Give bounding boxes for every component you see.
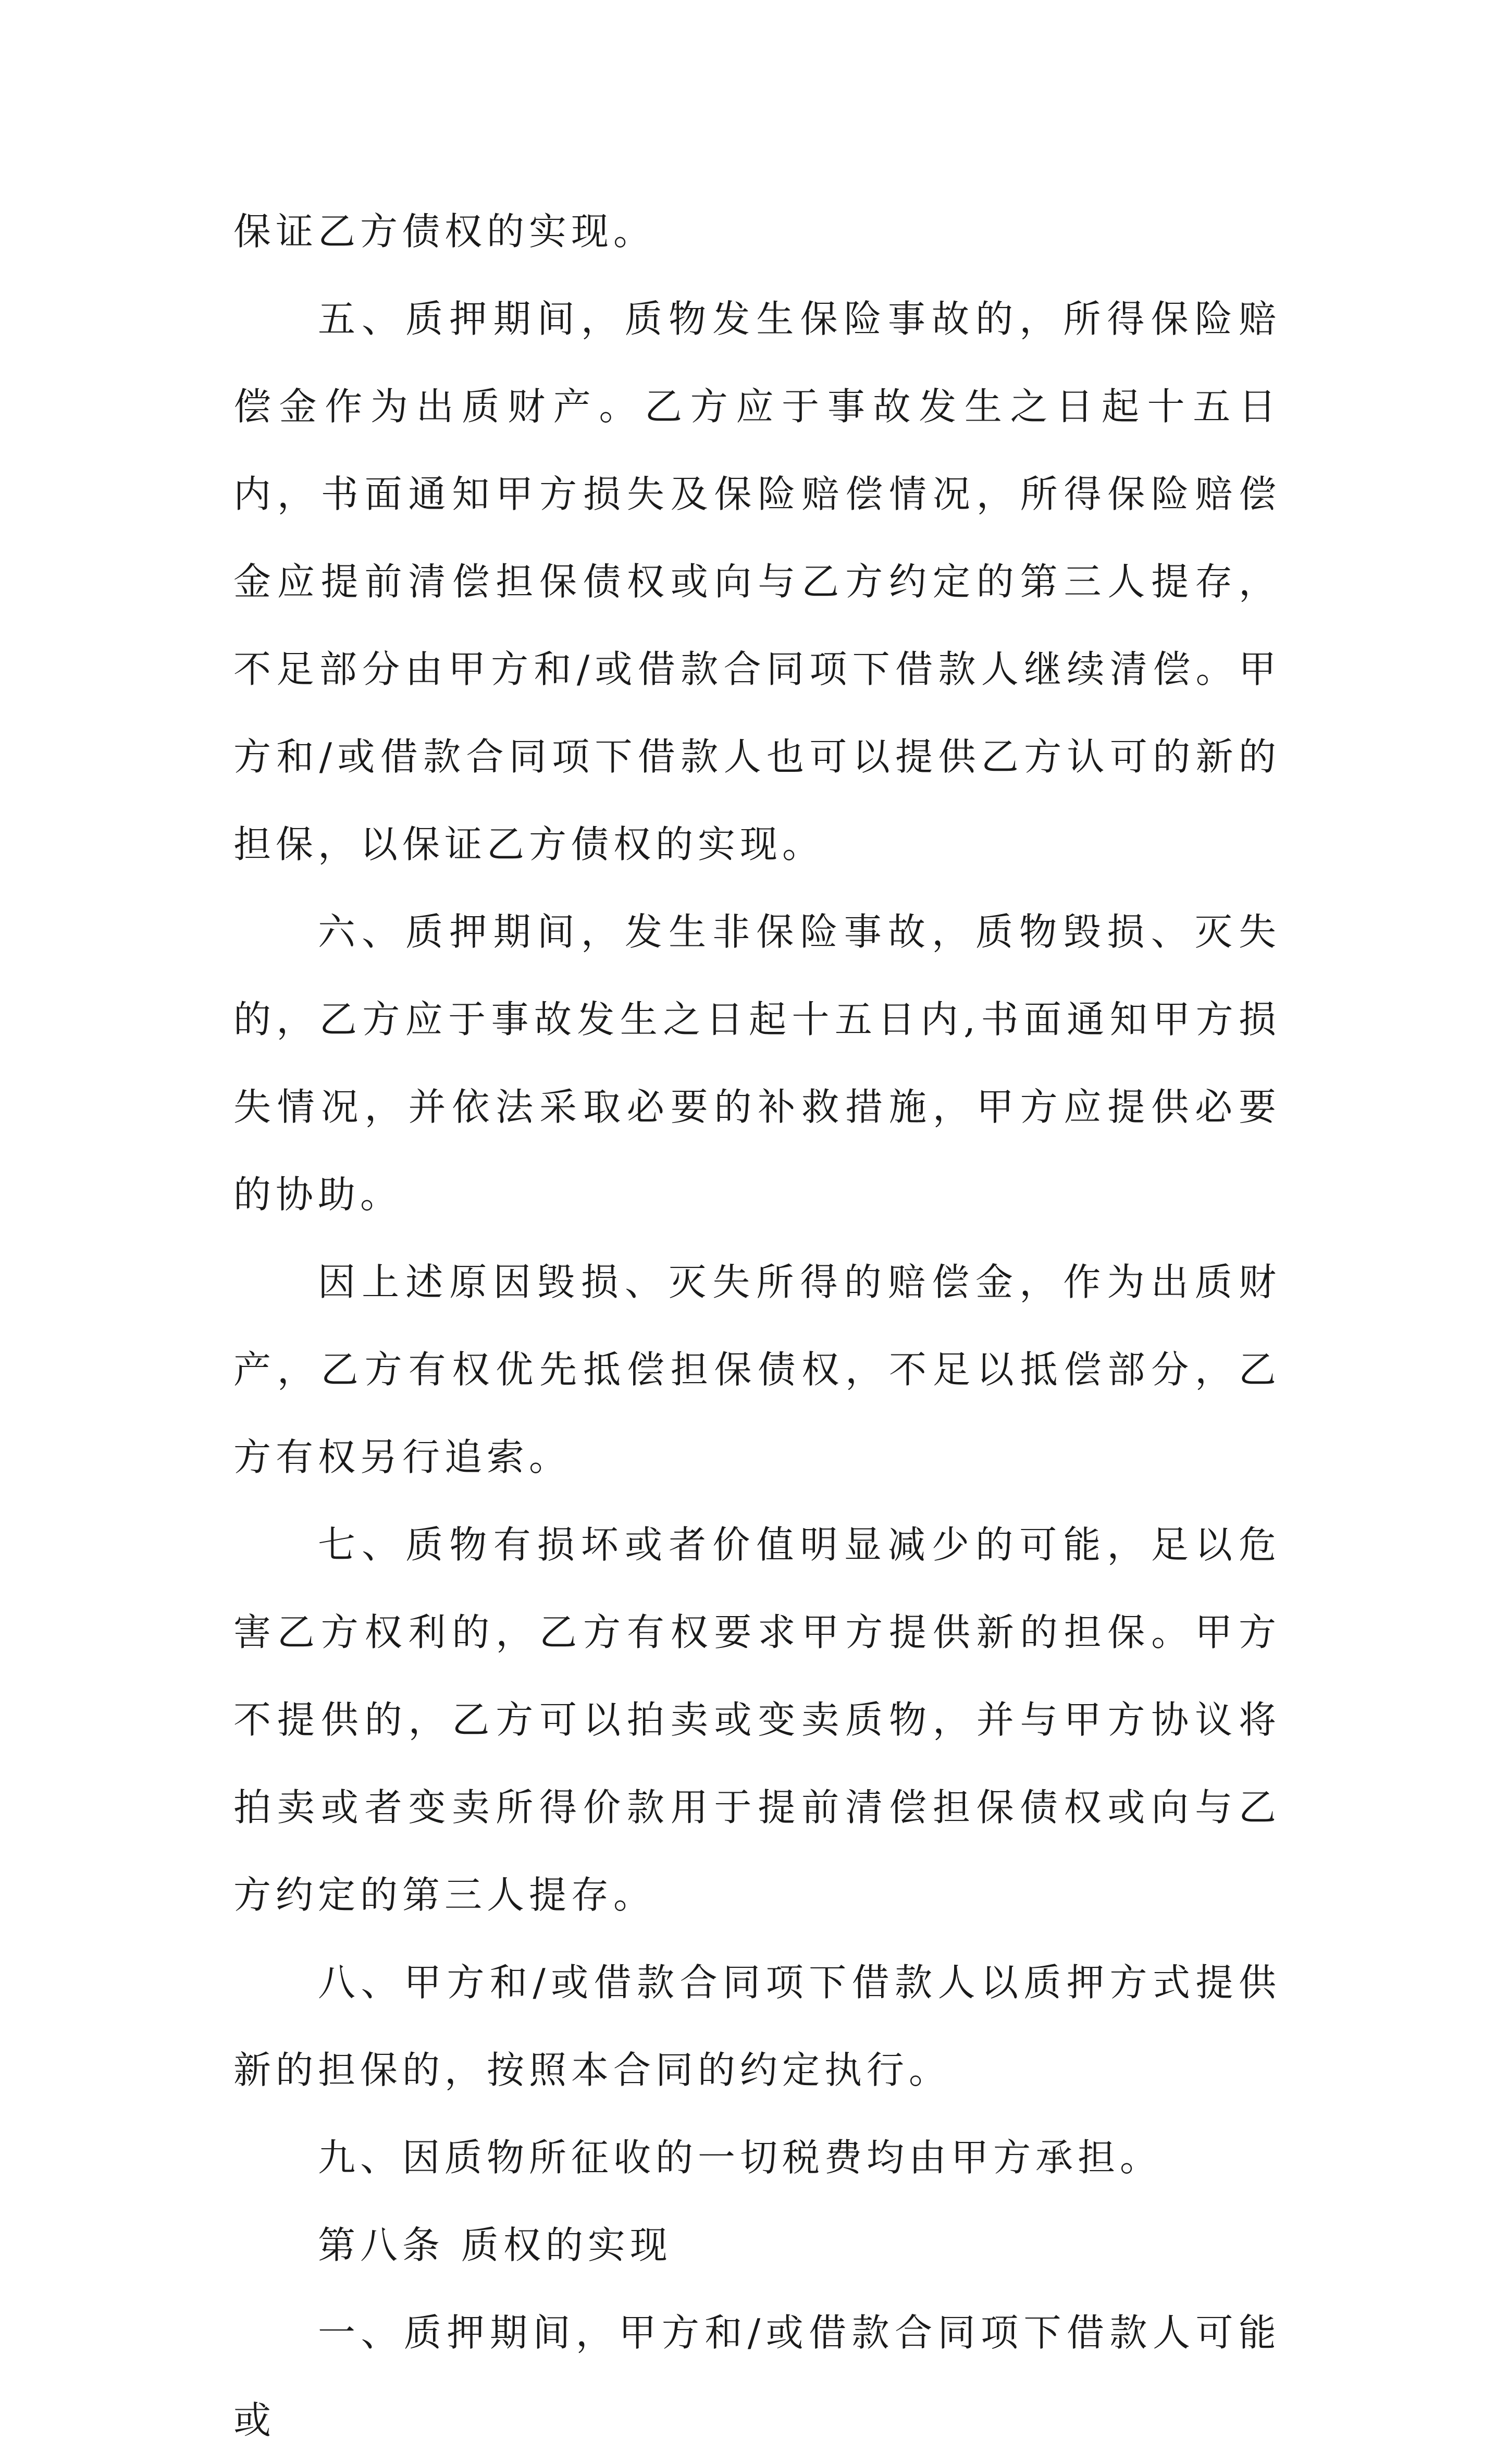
- article-heading: 第八条 质权的实现: [318, 2223, 672, 2267]
- paragraph-clause-6: 六、质押期间，发生非保险事故，质物毁损、灭失的，乙方应于事故发生之日起十五日内,书面通知甲方损失情况，并依法采取必要的补救措施，甲方应提供必要的协助。: [233, 910, 1281, 1216]
- paragraph-clause-9: 九、因质物所征收的一切税费均由甲方承担。: [318, 2136, 1163, 2179]
- paragraph-clause-5: 五、质押期间，质物发生保险事故的，所得保险赔偿金作为出质财产。乙方应于事故发生之日起十五日内，书面通知甲方损失及保险赔偿情况，所得保险赔偿金应提前清偿担保债权或向与乙方约定的第三人提存，不足部分由甲方和/或借款合同项下借款人继续清偿。甲方和/或借款合同项下借款人也可以提供乙方认可的新的担保，以保证乙方债权的实现。: [233, 297, 1281, 866]
- paragraph-article-8-clause-1: 一、质押期间，甲方和/或借款合同项下借款人可能或: [233, 2311, 1281, 2442]
- paragraph-clause-6-compensation: 因上述原因毁损、灭失所得的赔偿金，作为出质财产，乙方有权优先抵偿担保债权，不足以抵偿部分，乙方有权另行追索。: [233, 1260, 1281, 1479]
- paragraph-continuation: 保证乙方债权的实现。: [233, 210, 656, 253]
- document-body: [233, 188, 1281, 2464]
- paragraph-clause-7: 七、质物有损坏或者价值明显减少的可能，足以危害乙方权利的，乙方有权要求甲方提供新的担保。甲方不提供的，乙方可以拍卖或变卖质物，并与甲方协议将拍卖或者变卖所得价款用于提前清偿担保债权或向与乙方约定的第三人提存。: [233, 1523, 1281, 1917]
- paragraph-clause-8: 八、甲方和/或借款合同项下借款人以质押方式提供新的担保的，按照本合同的约定执行。: [233, 1961, 1281, 2092]
